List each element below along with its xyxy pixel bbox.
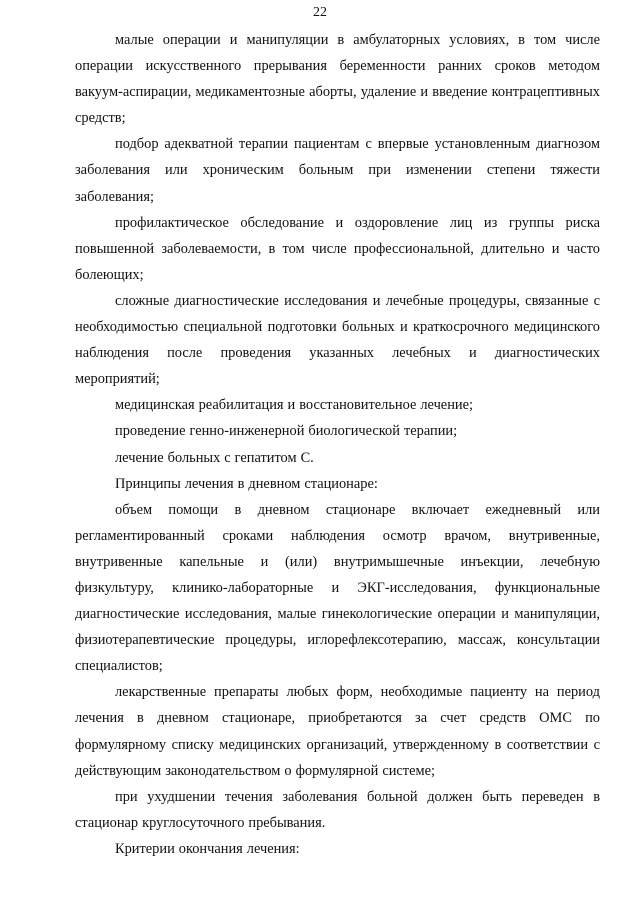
paragraph-treatment-principles-heading: Принципы лечения в дневном стационаре:	[115, 475, 378, 492]
paragraph-outpatient-operations: малые операции и манипуляции в амбулаторных условиях, в том числе операции искусственного прерывания беременности ранних сроков методом вакуум-аспирации, медикаментозные аборты, удаление и введение контрацептивных средств;	[75, 32, 600, 127]
paragraph-biological-therapy: проведение генно-инженерной биологической терапии;	[115, 423, 458, 440]
paragraph-scope-of-care: объем помощи в дневном стационаре включает ежедневный или регламентированный сроками наблюдения осмотр врачом, внутривенные, внутривенные капельные и (или) внутримышечные инъекции, лечебную физкультуру, клинико-лабораторные и ЭКГ-исследования, функциональные диагностические исследования, малые гинекологические операции и манипуляции, физиотерапевтические процедуры, иглорефлексотерапию, массаж, консультации специалистов;	[75, 501, 600, 675]
paragraph-rehabilitation: медицинская реабилитация и восстановительное лечение;	[115, 397, 473, 414]
paragraph-complex-diagnostics: сложные диагностические исследования и лечебные процедуры, связанные с необходимостью специальной подготовки больных и краткосрочного медицинского наблюдения после проведения указанных лечебных и диагностических мероприятий;	[75, 292, 600, 388]
page-number: 22	[313, 5, 327, 20]
paragraph-preventive-examination: профилактическое обследование и оздоровление лиц из группы риска повышенной заболеваемости, в том числе профессиональной, длительно и часто болеющих;	[75, 214, 600, 283]
paragraph-therapy-selection: подбор адекватной терапии пациентам с впервые установленным диагнозом заболевания или хроническим больным при изменении степени тяжести заболевания;	[75, 136, 600, 205]
paragraph-completion-criteria-heading: Критерии окончания лечения:	[115, 840, 300, 857]
document-body	[75, 27, 600, 862]
paragraph-transfer: при ухудшении течения заболевания больной должен быть переведен в стационар круглосуточного пребывания.	[75, 788, 600, 831]
paragraph-hepatitis-c: лечение больных с гепатитом С.	[115, 449, 314, 466]
paragraph-medications: лекарственные препараты любых форм, необходимые пациенту на период лечения в дневном стационаре, приобретаются за счет средств ОМС по формулярному списку медицинских организаций, утвержденному в соответствии с действующим законодательством о формулярной системе;	[75, 684, 600, 779]
